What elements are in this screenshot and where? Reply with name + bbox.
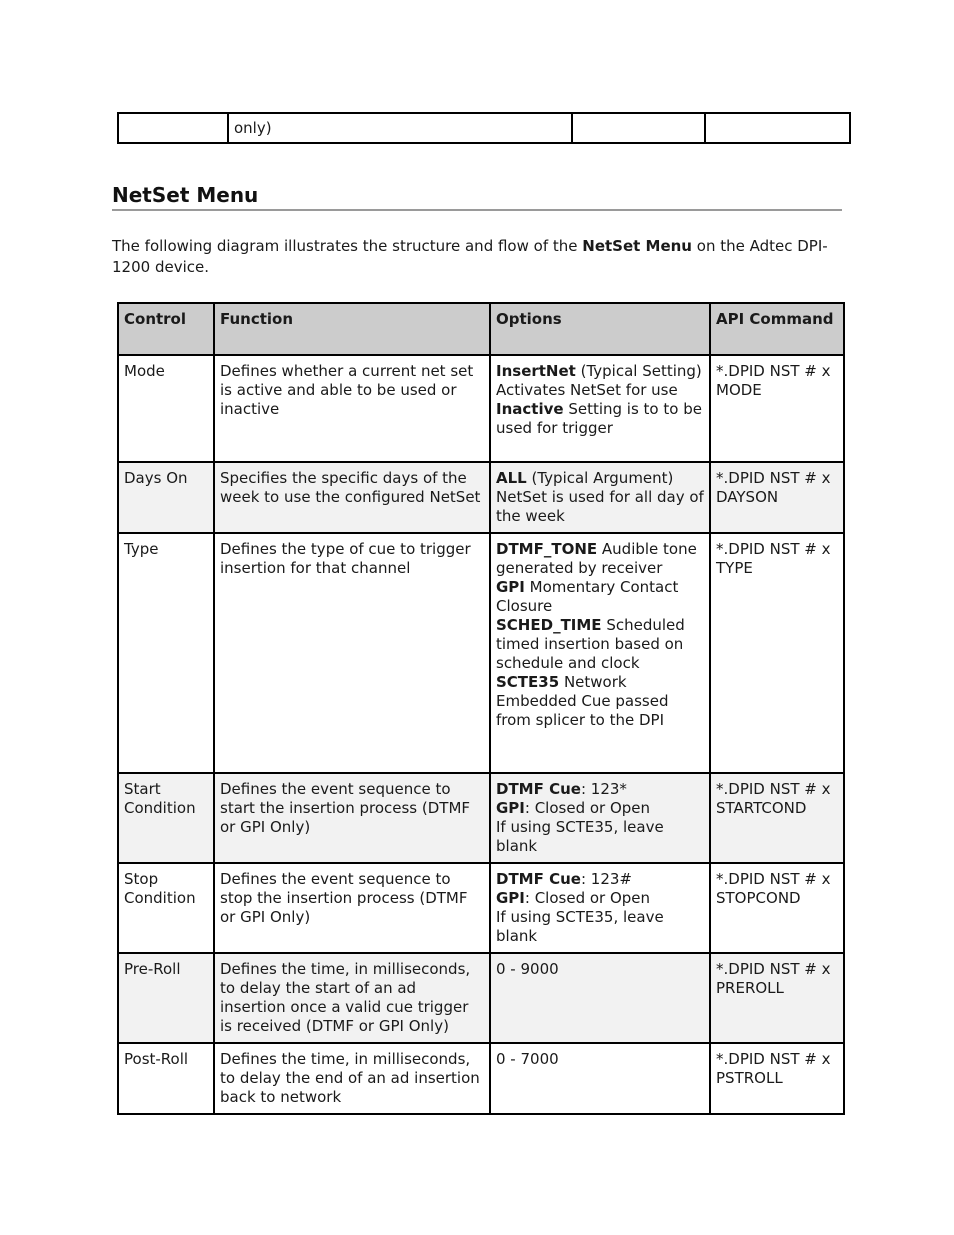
intro-text: The following diagram illustrates the structure and flow of the: [112, 237, 583, 255]
option-description: (Typical Setting) Activates NetSet for use: [496, 362, 702, 399]
option-line: [496, 870, 704, 889]
option-description: If using SCTE35, leave blank: [496, 818, 664, 855]
function-cell: Defines the event sequence to start the insertion process (DTMF or GPI Only): [214, 773, 490, 863]
table-cell: [572, 113, 705, 143]
table-row: [118, 355, 844, 462]
option-description: Setting is to to be used for trigger: [496, 400, 702, 437]
api-command-cell: *.DPID NST # x DAYSON: [710, 462, 844, 533]
option-keyword: SCHED_TIME: [496, 616, 602, 634]
control-cell: Days On: [118, 462, 214, 533]
column-header-options: Options: [490, 303, 710, 355]
table-row: [118, 462, 844, 533]
option-line: [496, 400, 704, 438]
option-keyword: ALL: [496, 469, 527, 487]
table-row: [118, 533, 844, 773]
function-cell: Defines the time, in milliseconds, to delay the start of an ad insertion once a valid cue trigger is received (DTMF or GPI Only): [214, 953, 490, 1043]
api-command-cell: *.DPID NST # x PSTROLL: [710, 1043, 844, 1114]
api-command-cell: *.DPID NST # x TYPE: [710, 533, 844, 773]
option-keyword: Inactive: [496, 400, 564, 418]
api-command-cell: *.DPID NST # x STOPCOND: [710, 863, 844, 953]
options-cell: [490, 773, 710, 863]
option-description: (Typical Argument) NetSet is used for all day of the week: [496, 469, 704, 525]
api-command-cell: *.DPID NST # x STARTCOND: [710, 773, 844, 863]
option-description: Scheduled timed insertion based on schedule and clock: [496, 616, 685, 672]
column-header-api-command: API Command: [710, 303, 844, 355]
option-line: [496, 818, 704, 856]
options-cell: [490, 953, 710, 1043]
function-cell: Defines whether a current net set is active and able to be used or inactive: [214, 355, 490, 462]
option-keyword: DTMF Cue: [496, 870, 581, 888]
api-command-cell: *.DPID NST # x MODE: [710, 355, 844, 462]
table-body: [118, 355, 844, 1114]
options-cell: [490, 462, 710, 533]
table-cell: [118, 113, 228, 143]
option-line: [496, 578, 704, 616]
table-row: [118, 113, 850, 143]
option-keyword: DTMF Cue: [496, 780, 581, 798]
option-description: Momentary Contact Closure: [496, 578, 679, 615]
control-cell: Post-Roll: [118, 1043, 214, 1114]
continued-table: [117, 112, 851, 144]
option-line: [496, 908, 704, 946]
table-header-row: [118, 303, 844, 355]
option-description: Audible tone generated by receiver: [496, 540, 697, 577]
function-cell: Defines the time, in milliseconds, to delay the end of an ad insertion back to network: [214, 1043, 490, 1114]
option-line: [496, 780, 704, 799]
option-keyword: InsertNet: [496, 362, 576, 380]
options-cell: [490, 1043, 710, 1114]
options-cell: [490, 355, 710, 462]
option-line: [496, 362, 704, 400]
table-row: [118, 953, 844, 1043]
option-line: [496, 616, 704, 673]
option-line: [496, 469, 704, 526]
control-cell: Mode: [118, 355, 214, 462]
intro-text-end: on the Adtec DPI-1200 device.: [112, 237, 828, 276]
option-keyword: DTMF_TONE: [496, 540, 598, 558]
option-keyword: GPI: [496, 799, 525, 817]
intro-paragraph: [112, 236, 842, 278]
table-row: [118, 863, 844, 953]
option-line: [496, 540, 704, 578]
option-keyword: GPI: [496, 578, 525, 596]
control-cell: Start Condition: [118, 773, 214, 863]
control-cell: Stop Condition: [118, 863, 214, 953]
option-description: 0 - 9000: [496, 960, 559, 978]
section-heading: NetSet Menu: [112, 183, 842, 211]
api-command-cell: *.DPID NST # x PREROLL: [710, 953, 844, 1043]
netset-menu-table: [117, 302, 845, 1115]
option-line: [496, 673, 704, 730]
option-line: [496, 960, 704, 979]
option-keyword: GPI: [496, 889, 525, 907]
option-description: : Closed or Open: [524, 889, 651, 907]
options-cell: [490, 533, 710, 773]
option-line: [496, 1050, 704, 1069]
option-description: : 123*: [580, 780, 627, 798]
intro-bold-text: NetSet Menu: [582, 237, 692, 255]
function-cell: Defines the event sequence to stop the insertion process (DTMF or GPI Only): [214, 863, 490, 953]
control-cell: Pre-Roll: [118, 953, 214, 1043]
function-cell: Specifies the specific days of the week to use the configured NetSet: [214, 462, 490, 533]
table-row: [118, 1043, 844, 1114]
option-description: If using SCTE35, leave blank: [496, 908, 664, 945]
option-description: : Closed or Open: [524, 799, 651, 817]
function-cell: Defines the type of cue to trigger insertion for that channel: [214, 533, 490, 773]
option-description: : 123#: [580, 870, 632, 888]
option-keyword: SCTE35: [496, 673, 560, 691]
control-cell: Type: [118, 533, 214, 773]
option-description: Network Embedded Cue passed from splicer to the DPI: [496, 673, 669, 729]
table-row: [118, 773, 844, 863]
table-cell: only): [228, 113, 572, 143]
table-cell: [705, 113, 850, 143]
column-header-function: Function: [214, 303, 490, 355]
option-line: [496, 799, 704, 818]
option-description: 0 - 7000: [496, 1050, 559, 1068]
column-header-control: Control: [118, 303, 214, 355]
option-line: [496, 889, 704, 908]
options-cell: [490, 863, 710, 953]
